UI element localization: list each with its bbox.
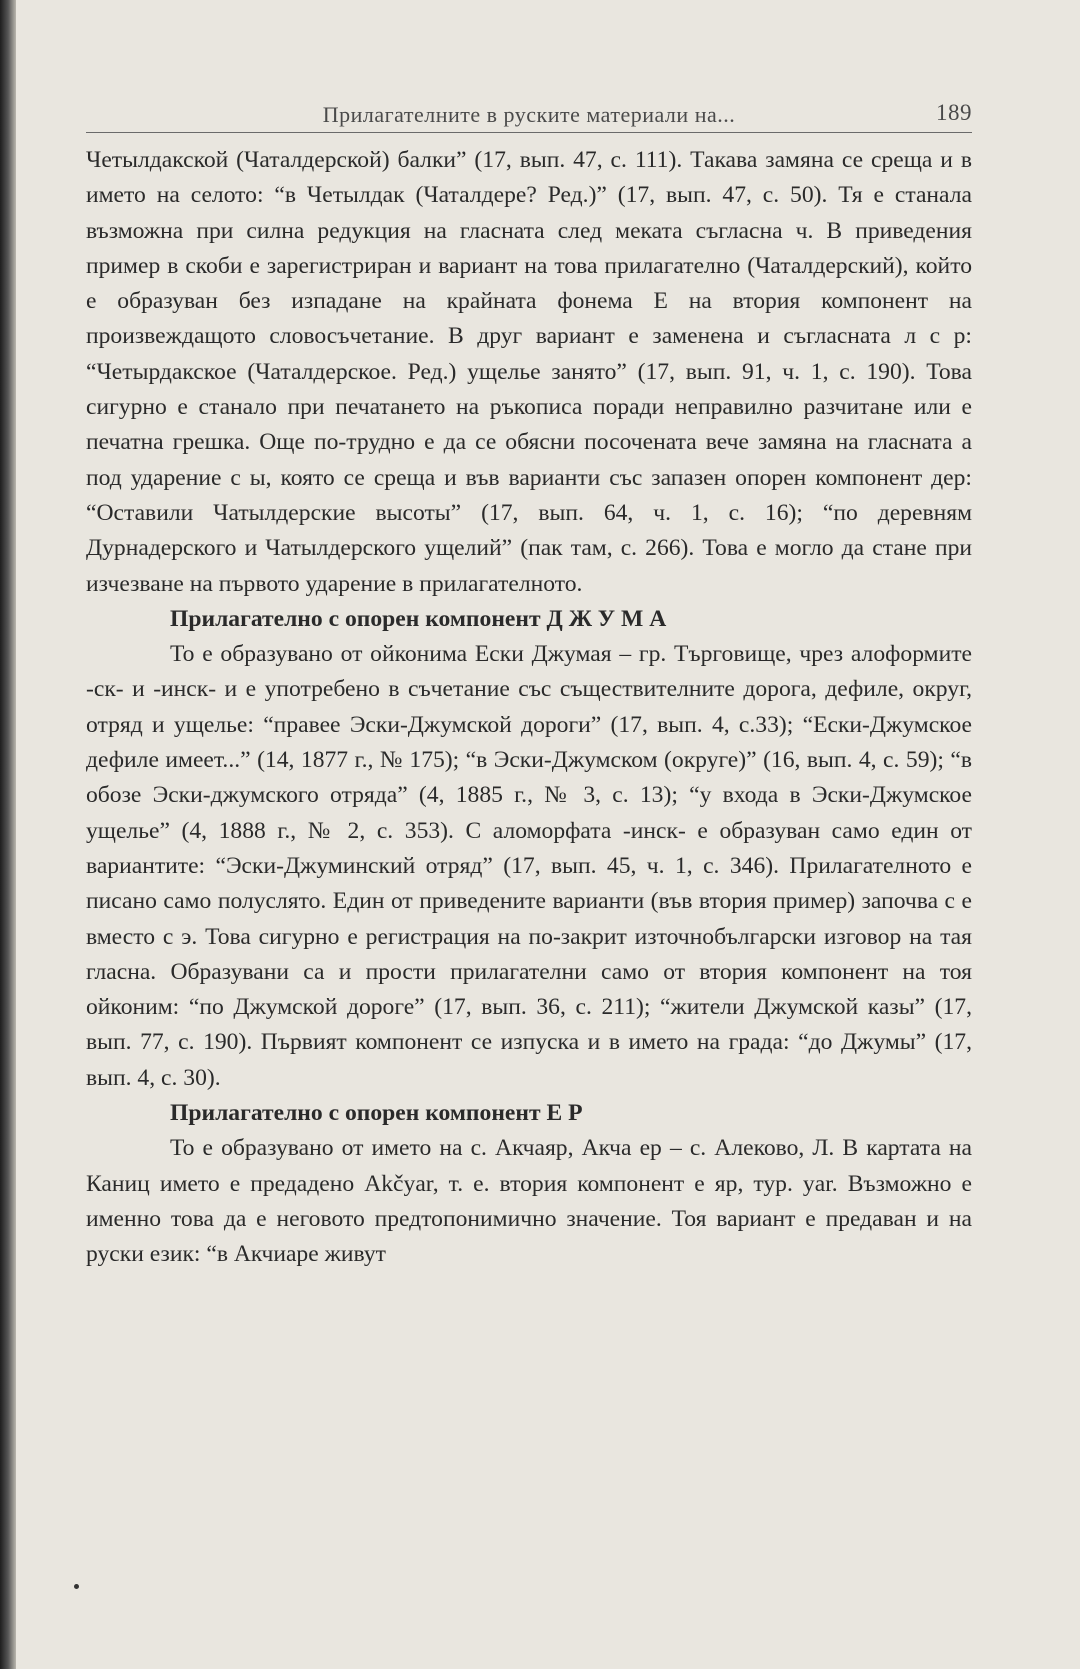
running-head (86, 92, 972, 128)
body-text (86, 143, 972, 1273)
section-heading-er: Прилагателно с опорен компонент Е Р (170, 1100, 583, 1127)
header-rule (86, 132, 972, 133)
section-heading-dzhuma (86, 602, 972, 637)
paragraph-3: То е образувано от името на с. Акчаяр, Акча ер – с. Алеково, Л. В картата на Каниц името е предадено Akčyar, т. е. втория компонент е яр, тур. yar. Възможно е именно това да е неговото предтопонимично значение. Тоя вариант е предаван и на руски език: “в Акчиаре живут (86, 1135, 972, 1268)
paragraph-1: Четылдакской (Чаталдерской) балки” (17, вып. 47, с. 111). Такава замяна се среща и в името на селото: “в Четылдак (Чаталдере? Ред.)” (17, вып. 47, с. 50). Тя е станала възможна при силна редукция на гласната след меката съгласна ч. В приведения пример в скоби е зарегистриран и вариант на това прилагателно (Чаталдерский), който е образуван без изпадане на крайната фонема Е на втория компонент на произвеждащото словосъчетание. В друг вариант е заменена и съгласната л с р: “Четырдакское (Чаталдерское. Ред.) ущелье занято” (17, вып. 91, ч. 1, с. 190). Това сигурно е станало при печатането на ръкописа поради неправилно разчитане или е печатна грешка. Още по-трудно е да се обясни посочената вече замяна на гласната а под ударение с ы, която се среща и във варианти със запазен опорен компонент дер: “Оставили Чатылдерские высоты” (17, вып. 64, ч. 1, с. 16); “по деревням Дурнадерского и Чатылдерского ущелий” (пак там, с. 266). Това е могло да стане при изчезване на първото ударение в прилагателното. (86, 147, 972, 597)
page-number: 189 (936, 100, 972, 125)
book-page (86, 92, 972, 1273)
heading-root: ДЖУМА (546, 605, 673, 632)
book-spine-shadow (0, 0, 16, 1669)
paragraph-2: То е образувано от ойконима Ески Джумая – гр. Търговище, чрез алоформите -ск- и -инск- и е употребено в съчетание със съществителните дорога, дефиле, округ, отряд и ущелье: “правее Эски-Джумской дороги” (17, вып. 4, с.33); “Eски-Джумское дефиле имеет...” (14, 1877 г., № 175); “в Эски-Джумском (округе)” (16, вып. 4, с. 59); “в обозе Эски-джумского отряда” (4, 1885 г., № 3, с. 13); “у входа в Эски-Джумское ущелье” (4, 1888 г., № 2, с. 353). С аломорфата -инск- е образуван само един от вариантите: “Эски-Джуминский отряд” (17, вып. 45, ч. 1, с. 346). Прилагателното е писано само полуслято. Един от приведените варианти (във втория пример) започва с е вместо с э. Това сигурно е регистрация на по-закрит източнобългарски изговор на тая гласна. Образувани са и прости прилагателни само от втория компонент на тоя ойконим: “по Джумской дороге” (17, вып. 36, с. 211); “жители Джумской казы” (17, вып. 77, с. 190). Първият компонент се изпуска и в името на града: “до Джумы” (17, вып. 4, с. 30). (86, 641, 972, 1091)
margin-speck (74, 1584, 79, 1589)
running-title: Прилагателните в руските материали на... (322, 102, 736, 127)
heading-lead: Прилагателно с опорен компонент (170, 605, 547, 632)
